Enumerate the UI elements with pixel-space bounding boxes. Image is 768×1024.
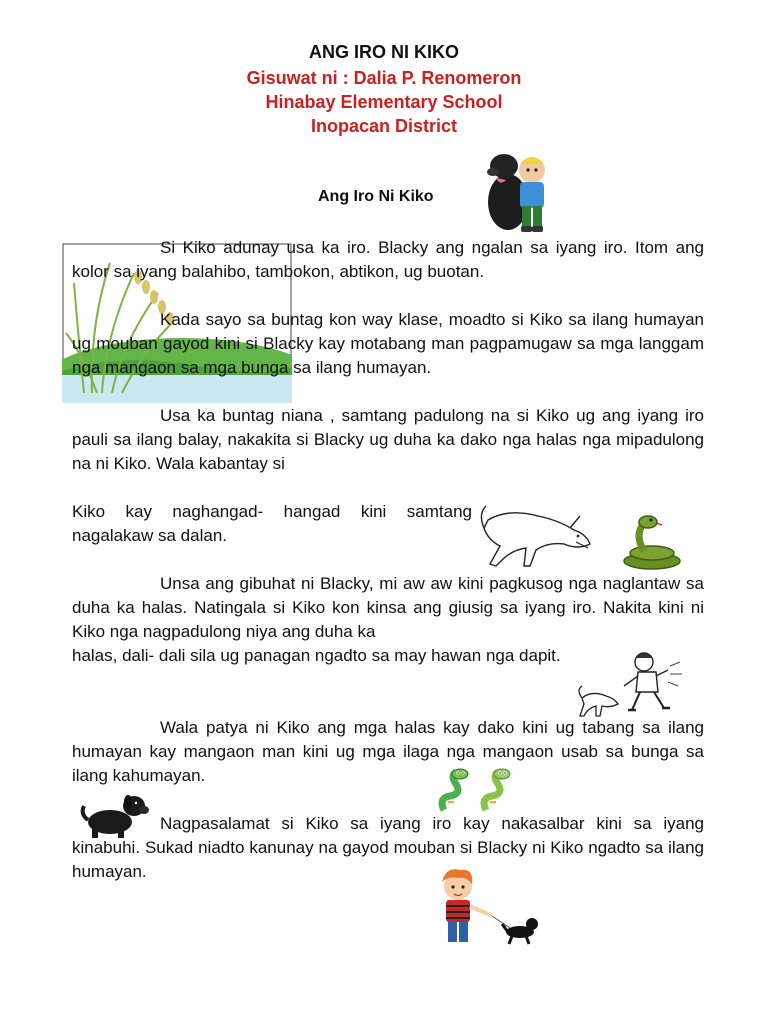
paragraph-3a: Usa ka buntag niana , samtang padulong na si Kiko ug ang iyang iro pauli sa ilang balay, nakakita si Blacky ug duha ka dako nga halas nga mipadulong na ni Kiko. Wala kabantay si	[72, 406, 704, 473]
author-line: Gisuwat ni : Dalia P. Renomeron	[246, 68, 522, 88]
story-body-4	[72, 812, 704, 884]
paragraph-3b: Kiko kay naghangad- hangad kini samtang nagalakaw sa dalan.	[72, 502, 472, 545]
district-line: Inopacan District	[310, 116, 458, 136]
paragraph-2: Kada sayo sa buntag kon way klase, moadto si Kiko sa ilang humayan ug mouban gayod kini si Blacky kay motabang man pagpamugaw sa mga langgam nga mangaon sa mga bunga sa ilang humayan.	[72, 310, 704, 377]
paragraph-5: Wala patya ni Kiko ang mga halas kay dako kini ug tabang sa ilang humayan kay mangaon man kini ug mga ilaga nga mangaon usab sa bunga sa ilang kahumayan.	[72, 718, 704, 785]
paragraph-4a: Unsa ang gibuhat ni Blacky, mi aw aw kini pagkusog nga naglantaw sa duha ka halas. Natingala si Kiko kon kinsa ang giusig sa iyang iro. Nakita kini ni Kiko nga nagpadulong niya ang duha ka	[72, 574, 704, 641]
paragraph-6: Nagpasalamat si Kiko sa iyang iro kay nakasalbar kini sa iyang kinabuhi. Sukad niadto kanunay na gayod mouban si Blacky ni Kiko ngadto sa ilang humayan.	[72, 814, 704, 881]
paragraph-1: Si Kiko adunay usa ka iro. Blacky ang ngalan sa iyang iro. Itom ang kolor sa iyang balahibo, tambokon, abtikon, ug buotan.	[72, 238, 704, 281]
snake-illustration	[620, 513, 684, 571]
story-body-2	[72, 572, 704, 644]
school-line: Hinabay Elementary School	[265, 92, 503, 112]
two-snakes-illustration	[436, 768, 524, 814]
boy-walking-dog-illustration	[432, 866, 544, 948]
story-title: Ang Iro Ni Kiko	[318, 188, 434, 205]
story-body-3	[72, 716, 704, 788]
story-body	[72, 236, 704, 476]
paragraph-4b: halas, dali- dali sila ug panagan ngadto sa may hawan nga dapit.	[72, 646, 561, 665]
boy-with-dog-illustration	[484, 148, 554, 234]
running-boy-and-dog-illustration	[574, 646, 686, 720]
barking-dog-illustration	[478, 500, 596, 570]
page-title: ANG IRO NI KIKO	[308, 42, 459, 62]
